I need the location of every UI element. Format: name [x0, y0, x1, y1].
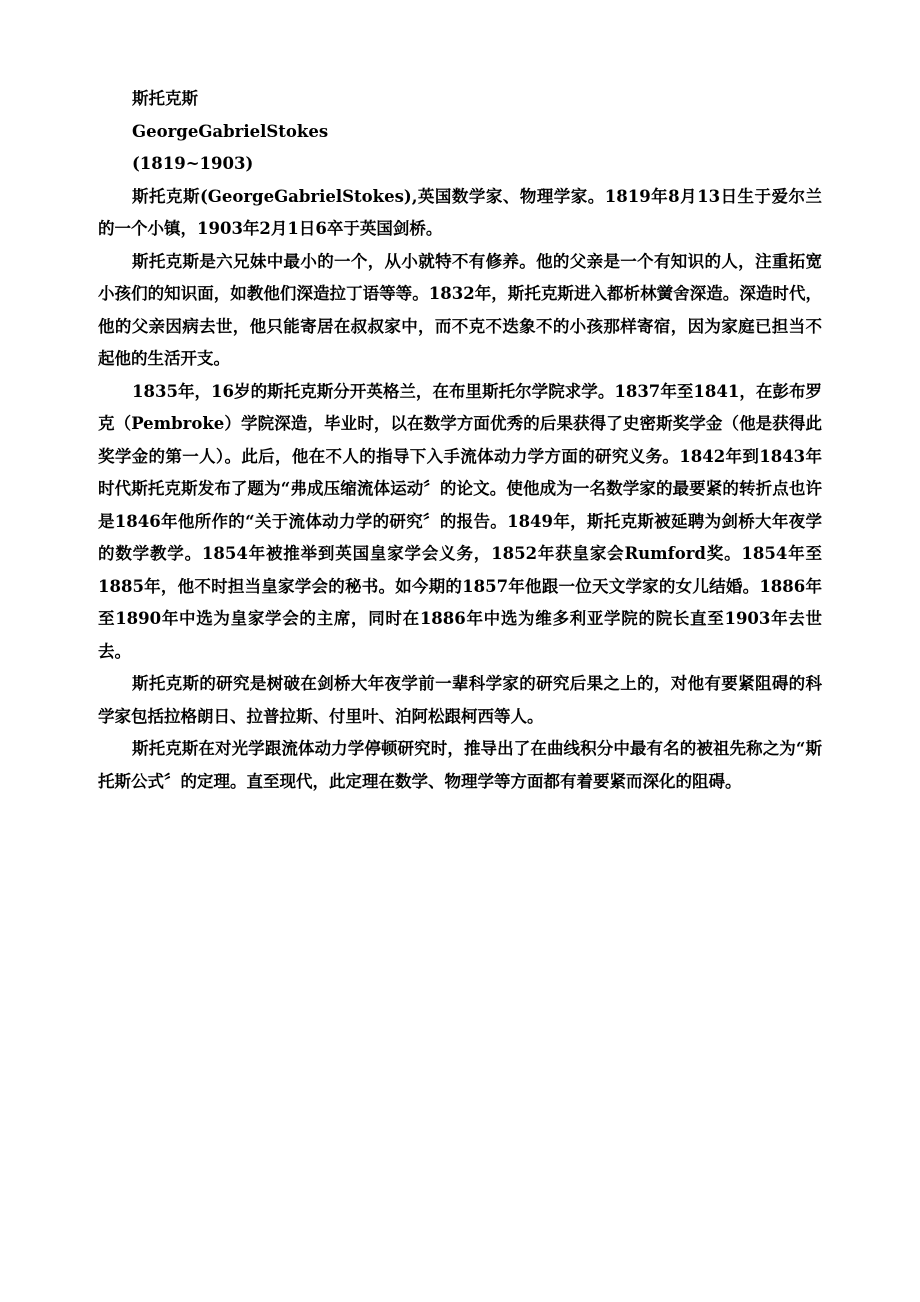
- document-page: [98, 83, 822, 798]
- paragraph-childhood: 斯托克斯是六兄妹中最小的一个，从小就特不有修养。他的父亲是一个有知识的人，注重拓宽小孩们的知识面，如教他们深造拉丁语等等。1832年，斯托克斯进入都析林黉舍深造。深造时代，他的父亲因病去世，他只能寄居在叔叔家中，而不克不迭象不的小孩那样寄宿，因为家庭已担当不起他的生活开支。: [98, 251, 822, 368]
- paragraph-career: 1835年，16岁的斯托克斯分开英格兰，在布里斯托尔学院求学。1837年至1841，在彭布罗克（Pembroke）学院深造，毕业时，以在数学方面优秀的后果获得了史密斯奖学金（他是获得此奖学金的第一人）。此后，他在不人的指导下入手流体动力学方面的研究义务。1842年到1843年时代斯托克斯发布了题为“弗成压缩流体运动〞的论文。使他成为一名数学家的最要紧的转折点也许是1846年他所作的“关于流体动力学的研究〞的报告。1849年，斯托克斯被延聘为剑桥大年夜学的数学教学。1854年被推举到英国皇家学会义务，1852年获皇家会Rumford奖。1854年至1885年，他不时担当皇家学会的秘书。如今期的1857年他跟一位天文学家的女儿结婚。1886年至1890年中选为皇家学会的主席，同时在1886年中选为维多利亚学院的院长直至1903年去世去。: [98, 381, 822, 661]
- paragraph-influences: 斯托克斯的研究是树破在剑桥大年夜学前一辈科学家的研究后果之上的，对他有要紧阻碍的科学家包括拉格朗日、拉普拉斯、付里叶、泊阿松跟柯西等人。: [98, 674, 822, 726]
- english-name: GeorgeGabrielStokes: [132, 121, 329, 141]
- life-years: (1819~1903): [132, 154, 254, 173]
- paragraph-intro: 斯托克斯(GeorgeGabrielStokes),英国数学家、物理学家。1819年8月13日生于爱尔兰的一个小镇，1903年2月1日6卒于英国剑桥。: [98, 186, 822, 238]
- document-title: 斯托克斯: [132, 89, 198, 108]
- paragraph-theorem: 斯托克斯在对光学跟流体动力学停顿研究时，推导出了在曲线积分中最有名的被祖先称之为“斯托斯公式〞的定理。直至现代，此定理在数学、物理学等方面都有着要紧而深化的阻碍。: [98, 739, 822, 791]
